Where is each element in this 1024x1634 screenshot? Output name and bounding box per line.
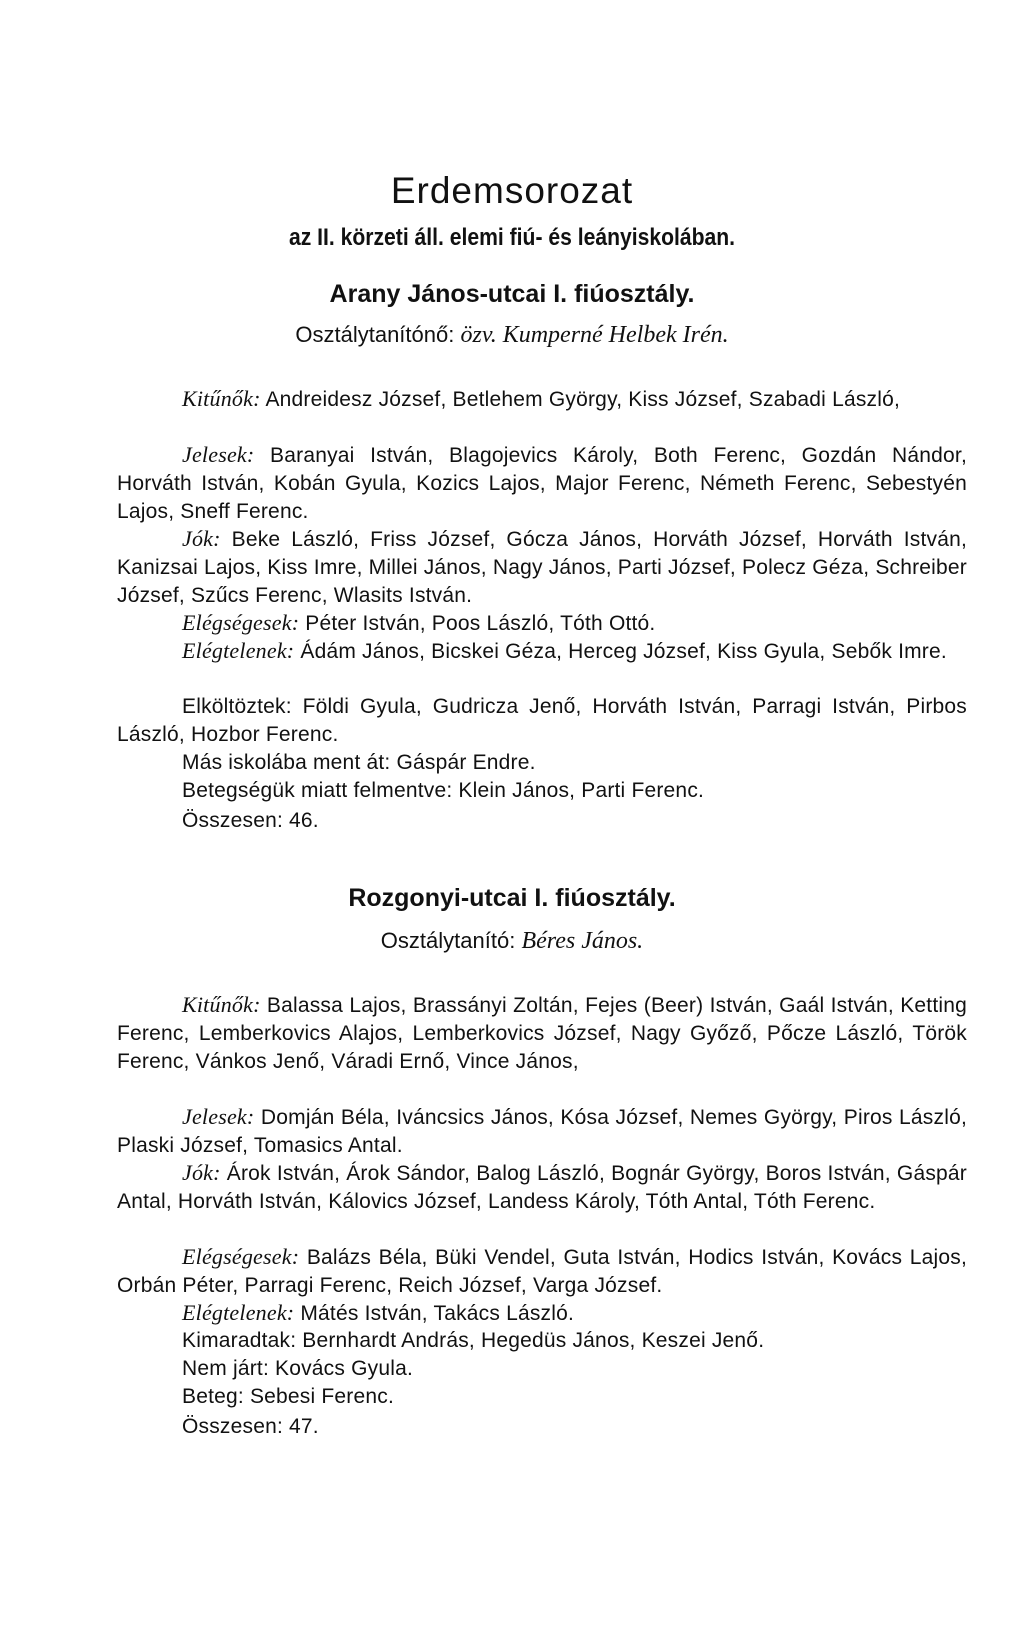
section2-kimaradtak: Kimaradtak: Bernhardt András, Hegedüs János, Keszei Jenő. [182,1329,765,1352]
section1-kitunok [117,385,967,414]
section1-teacher [0,322,1024,349]
section1-elegtelenek [117,637,967,666]
section1-elegtelenek-label: Elégtelenek: [182,638,295,663]
section2-jelesek-label: Jelesek: [182,1104,255,1129]
section2-elegtelenek-label: Elégtelenek: [182,1300,295,1325]
section1-elegsegesek-text: Péter István, Poos László, Tóth Ottó. [299,612,656,635]
section1-jok-label: Jók: [182,526,221,551]
section1-jelesek-label: Jelesek: [182,442,255,467]
section1-title: Arany János-utcai I. fiúosztály. [329,280,695,308]
section2-jelesek [117,1103,967,1160]
section1-betegseg: Betegségük miatt felmentve: Klein János, Parti Ferenc. [182,779,705,802]
section2-teacher-label: Osztálytanító: [380,928,516,953]
section1-jelesek-text: Baranyai István, Blagojevics Károly, Both Ferenc, Gozdán Nándor, Horváth István, Kobán Gyula, Kozics Lajos, Major Ferenc, Németh Ferenc, Sebestyén Lajos, Sneff Ferenc. [117,444,967,523]
page-title: Erdemsorozat [390,170,634,211]
page-subtitle: az II. körzeti áll. elemi fiú- és leányiskolában. [288,224,736,251]
section2-elegsegesek-label: Elégségesek: [182,1244,300,1269]
section2-kitunok [117,991,967,1076]
section2-nem-jart: Nem járt: Kovács Gyula. [182,1357,414,1380]
section2-osszesen: Összesen: 47. [182,1415,319,1438]
section1-elegsegesek-label: Elégségesek: [182,610,300,635]
section2-jok [117,1159,967,1216]
section1-kitunok-label: Kitűnők: [182,386,261,411]
section2-jelesek-text: Domján Béla, Iváncsics János, Kósa József, Nemes György, Piros László, Plaski József, Tomasics Antal. [117,1106,967,1157]
section2-kitunok-text: Balassa Lajos, Brassányi Zoltán, Fejes (Beer) István, Gaál István, Ketting Ferenc, Lemberkovics Alajos, Lemberkovics József, Nagy Győző, Pőcze László, Török Ferenc, Vánkos Jenő, Váradi Ernő, Vince János, [117,994,967,1073]
section1-jok-text: Beke László, Friss József, Gócza János, Horváth József, Horváth István, Kanizsai Lajos, Kiss Imre, Millei János, Nagy János, Parti József, Polecz Géza, Schreiber József, Szűcs Ferenc, Wlasits István. [117,528,967,607]
section2-jok-text: Árok István, Árok Sándor, Balog László, Bognár György, Boros István, Gáspár Antal, Horváth István, Kálovics József, Landess Károly, Tóth Antal, Tóth Ferenc. [117,1162,967,1213]
section1-elkoltoztek: Elköltöztek: Földi Gyula, Gudricza Jenő, Horváth István, Parragi István, Pirbos László, Hozbor Ferenc. [117,695,967,746]
section2-kitunok-label: Kitűnők: [182,992,261,1017]
section1-elegtelenek-text: Ádám János, Bicskei Géza, Herceg József, Kiss Gyula, Sebők Imre. [294,640,947,663]
section1-teacher-label: Osztálytanítónő: [295,322,455,347]
section1-mas-iskola: Más iskolába ment át: Gáspár Endre. [182,751,536,774]
section1-elegsegesek [117,609,967,638]
section2-jok-label: Jók: [182,1160,221,1185]
section2-elegsegesek-text: Balázs Béla, Büki Vendel, Guta István, Hodics István, Kovács Lajos, Orbán Péter, Parragi Ferenc, Reich József, Varga József. [117,1246,967,1297]
section1-jok [117,525,967,610]
section2-title: Rozgonyi-utcai I. fiúosztály. [348,884,676,912]
section2-elegtelenek-text: Mátés István, Takács László. [294,1302,575,1325]
section2-elegsegesek [117,1243,967,1300]
section1-kitunok-text: Andreidesz József, Betlehem György, Kiss József, Szabadi László, [260,388,901,411]
section2-teacher-name: Béres János. [521,928,644,954]
section2-teacher [0,928,1024,955]
section1-teacher-name: özv. Kumperné Helbek Irén. [460,322,729,348]
section1-jelesek [117,441,967,526]
section2-elegtelenek [117,1299,967,1328]
section2-beteg: Beteg: Sebesi Ferenc. [182,1385,394,1408]
section1-osszesen: Összesen: 46. [182,809,319,832]
